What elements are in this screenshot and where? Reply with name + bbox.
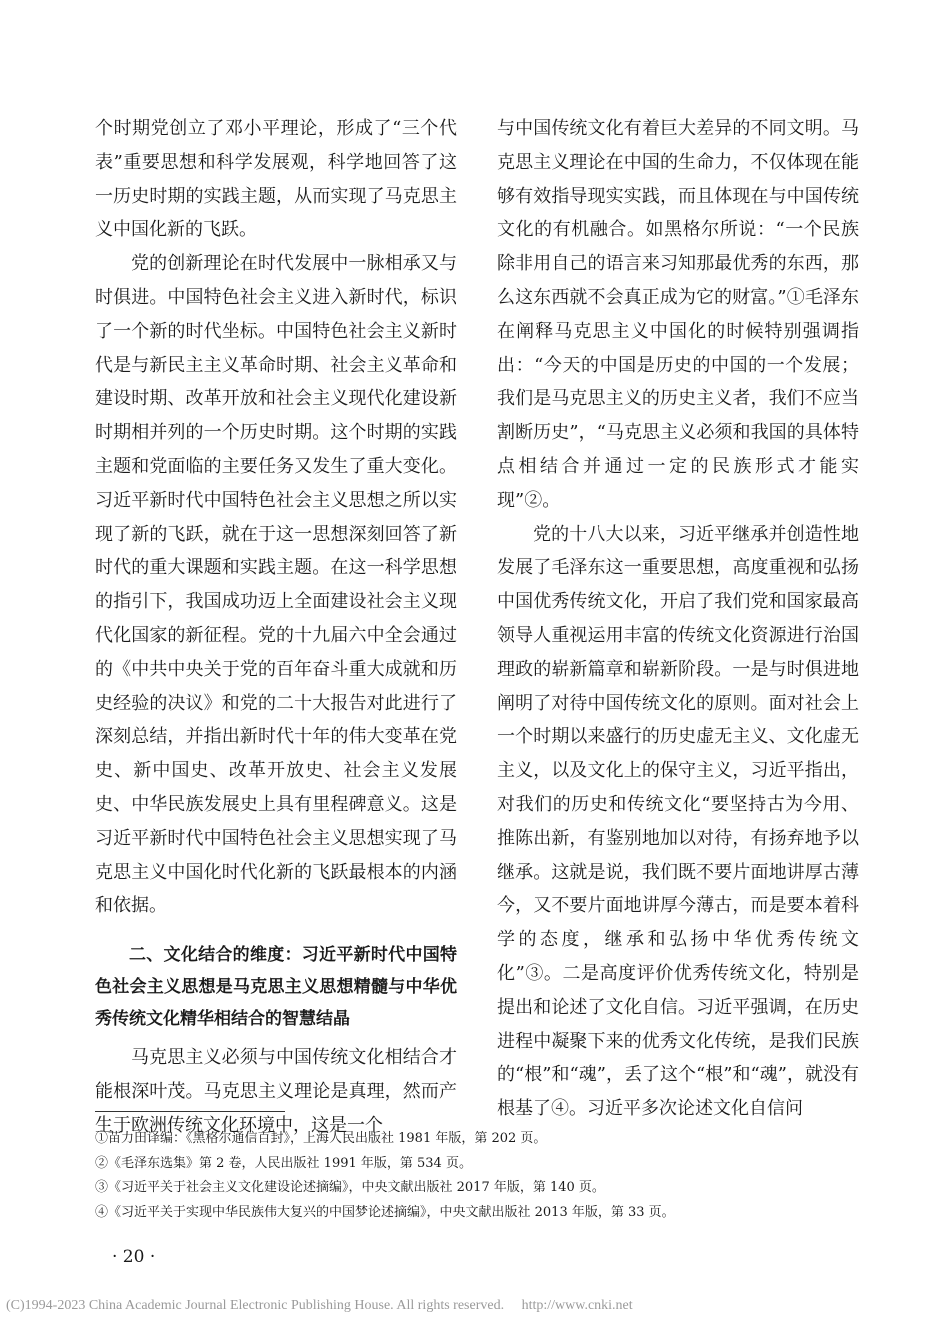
footnote-4: ④《习近平关于实现中华民族伟大复兴的中国梦论述摘编》，中央文献出版社 2013 年版，第 33 页。 xyxy=(95,1204,675,1220)
body-paragraph: 马克思主义必须与中国传统文化相结合才能根深叶茂。马克思主义理论是真理，然而产生于欧洲传统文化环境中，这是一个 xyxy=(95,1047,457,1136)
footnote-divider xyxy=(95,1111,285,1112)
copyright-watermark xyxy=(0,1296,950,1316)
right-column xyxy=(497,112,859,1126)
body-paragraph: 个时期党创立了邓小平理论，形成了“三个代表”重要思想和科学发展观，科学地回答了这一历史时期的实践主题，从而实现了马克思主义中国化新的飞跃。 xyxy=(95,118,457,241)
section-heading: 二、文化结合的维度：习近平新时代中国特色社会主义思想是马克思主义思想精髓与中华优秀传统文化精华相结合的智慧结晶 xyxy=(95,945,457,1030)
footnote-3: ③《习近平关于社会主义文化建设论述摘编》，中央文献出版社 2017 年版，第 140 页。 xyxy=(95,1180,605,1195)
footnote-2: ②《毛泽东选集》第 2 卷，人民出版社 1991 年版，第 534 页。 xyxy=(95,1155,472,1171)
left-column xyxy=(95,112,457,1143)
page-number: · 20 · xyxy=(112,1247,156,1267)
body-paragraph: 党的创新理论在时代发展中一脉相承又与时俱进。中国特色社会主义进入新时代，标识了一个新的时代坐标。中国特色社会主义新时代是与新民主主义革命时期、社会主义革命和建设时期、改革开放和社会主义现代化建设新时期相并列的一个历史时期。这个时期的实践主题和党面临的主要任务又发生了重大变化。习近平新时代中国特色社会主义思想之所以实现了新的飞跃，就在于这一思想深刻回答了新时代的重大课题和实践主题。在这一科学思想的指引下，我国成功迈上全面建设社会主义现代化国家的新征程。党的十九届六中全会通过的《中共中央关于党的百年奋斗重大成就和历史经验的决议》和党的二十大报告对此进行了深刻总结，并指出新时代十年的伟大变革在党史、新中国史、改革开放史、社会主义发展史、中华民族发展史上具有里程碑意义。这是习近平新时代中国特色社会主义思想实现了马克思主义中国化时代化新的飞跃最根本的内涵和依据。 xyxy=(95,253,457,917)
body-paragraph: 与中国传统文化有着巨大差异的不同文明。马克思主义理论在中国的生命力，不仅体现在能够有效指导现实实践，而且体现在与中国传统文化的有机融合。如黑格尔所说：“一个民族除非用自己的语言来习知那最优秀的东西，那么这东西就不会真正成为它的财富。”①毛泽东在阐释马克思主义中国化的时候特别强调指出：“今天的中国是历史的中国的一个发展；我们是马克思主义的历史主义者，我们不应当割断历史”，“马克思主义必须和我国的具体特点相结合并通过一定的民族形式才能实现”②。 xyxy=(497,118,859,511)
body-paragraph: 党的十八大以来，习近平继承并创造性地发展了毛泽东这一重要思想，高度重视和弘扬中国优秀传统文化，开启了我们党和国家最高领导人重视运用丰富的传统文化资源进行治国理政的崭新篇章和崭新阶段。一是与时俱进地阐明了对待中国传统文化的原则。面对社会上一个时期以来盛行的历史虚无主义、文化虚无主义，以及文化上的保守主义，习近平指出，对我们的历史和传统文化“要坚持古为今用、推陈出新，有鉴别地加以对待，有扬弃地予以继承。这就是说，我们既不要片面地讲厚古薄今，又不要片面地讲厚今薄古，而是要本着科学的态度，继承和弘扬中华优秀传统文化”③。二是高度评价优秀传统文化，特别是提出和论述了文化自信。习近平强调，在历史进程中凝聚下来的优秀文化传统，是我们民族的“根”和“魂”，丢了这个“根”和“魂”，就没有根基了④。习近平多次论述文化自信问 xyxy=(497,523,859,1120)
footnote-1: ①苗力田译编：《黑格尔通信百封》，上海人民出版社 1981 年版，第 202 页。 xyxy=(95,1131,547,1146)
copyright-notice: (C)1994-2023 China Academic Journal Electronic Publishing House. All rights reserved. xyxy=(6,1298,505,1313)
copyright-url: http://www.cnki.net xyxy=(521,1298,633,1313)
footnotes xyxy=(95,1127,855,1225)
